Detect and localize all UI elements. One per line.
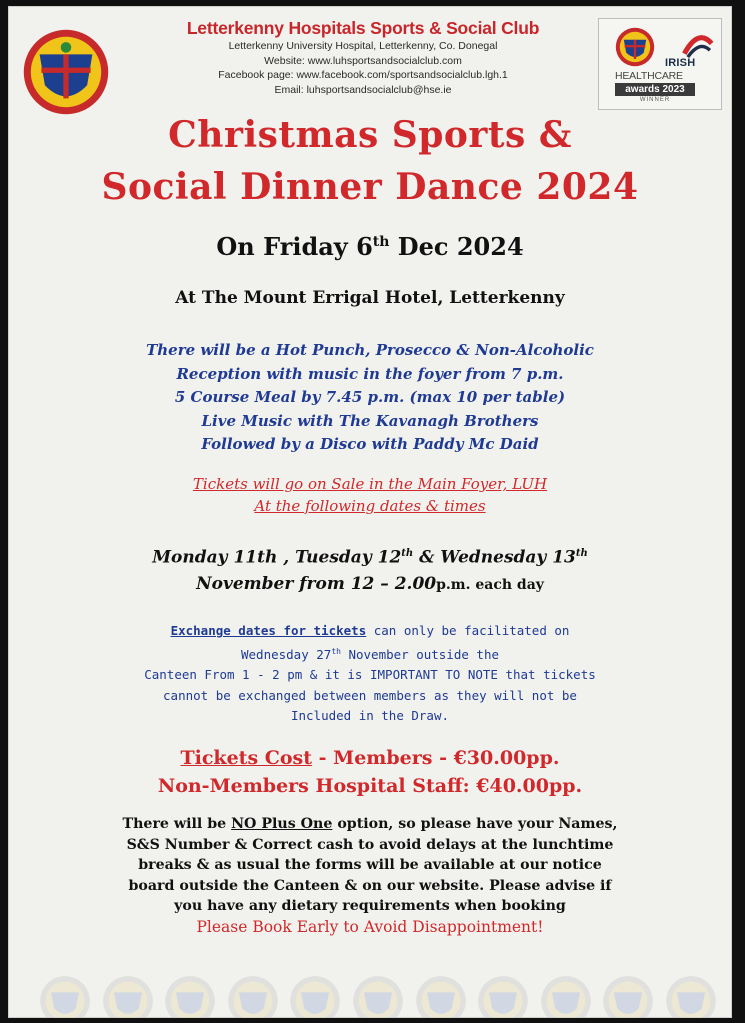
club-website[interactable]: Website: www.luhsportsandsocialclub.com [264, 54, 462, 67]
ticket-cost [8, 744, 732, 800]
poster [8, 6, 732, 1018]
club-email[interactable]: Email: luhsportsandsocialclub@hse.ie [274, 83, 452, 96]
club-address: Letterkenny University Hospital, Letterkenny, Co. Donegal [228, 40, 498, 52]
exchange-line-2: Wednesday 27th November outside the [241, 646, 499, 662]
event-date: On Friday 6th Dec 2024 [216, 232, 524, 261]
club-name: Letterkenny Hospitals Sports & Social Club [186, 18, 540, 38]
watermark-crest-icon [539, 974, 593, 1018]
book-early-notice: Please Book Early to Avoid Disappointment! [196, 917, 544, 936]
program-line: 5 Course Meal by 7.45 p.m. (max 10 per table) [174, 388, 566, 406]
watermark-crest-icon [288, 974, 342, 1018]
info-line-1: There will be NO Plus One option, so please have your Names, [122, 816, 618, 832]
program-line: Live Music with The Kavanagh Brothers [201, 411, 539, 430]
award-year-text: awards 2023 [615, 83, 695, 96]
exchange-line-4: cannot be exchanged between members as they will not be [163, 687, 577, 703]
program-line: Followed by a Disco with Paddy Mc Daid [201, 435, 539, 453]
sale-line-2: At the following dates & times [254, 497, 486, 515]
ticket-sale-dates [8, 541, 732, 598]
exchange-line-1: Exchange dates for tickets can only be facilitated on [170, 623, 570, 638]
watermark-crest-icon [476, 974, 530, 1018]
club-crest-logo [22, 28, 110, 116]
sale-dates-line-2: November from 12 – 2.00p.m. each day [196, 573, 544, 594]
event-program [8, 339, 732, 457]
watermark-crest-icon [101, 974, 155, 1018]
watermark-crest-icon [414, 974, 468, 1018]
sale-dates-line-1: Monday 11th , Tuesday 12th & Wednesday 13th [152, 547, 588, 568]
booking-info [34, 814, 706, 937]
event-title-line-2: Social Dinner Dance 2024 [101, 166, 639, 208]
event-title-line-1: Christmas Sports & [168, 114, 572, 156]
exchange-line-5: Included in the Draw. [290, 708, 450, 724]
watermark-crest-icon [226, 974, 280, 1018]
info-line-5: you have any dietary requirements when booking [174, 898, 566, 914]
info-line-4: board outside the Canteen & on our website. Please advise if [128, 877, 612, 894]
cost-non-members: Non-Members Hospital Staff: €40.00pp. [157, 775, 583, 797]
ticket-exchange-notice [48, 621, 692, 727]
watermark-crest-icon [601, 974, 655, 1018]
club-facebook[interactable]: Facebook page: www.facebook.com/sportsandsocialclub.lgh.1 [218, 69, 508, 81]
event-venue: At The Mount Errigal Hotel, Letterkenny [175, 288, 565, 308]
program-line: There will be a Hot Punch, Prosecco & Non-Alcoholic [146, 341, 594, 359]
watermark-crest-row [38, 974, 718, 1018]
watermark-crest-icon [664, 974, 718, 1018]
cost-members: Tickets Cost - Members - €30.00pp. [180, 747, 560, 769]
sale-line-1: Tickets will go on Sale in the Main Foyer, LUH [192, 475, 548, 493]
watermark-crest-icon [163, 974, 217, 1018]
irish-healthcare-award-badge [598, 18, 722, 110]
club-header [123, 18, 603, 97]
info-line-3: breaks & as usual the forms will be available at our notice [138, 857, 602, 873]
award-crest-icon [615, 27, 655, 67]
ticket-sale-notice [8, 473, 732, 517]
award-healthcare-text: HEALTHCARE [615, 70, 683, 82]
watermark-crest-icon [38, 974, 92, 1018]
award-irish-text: IRISH [665, 57, 696, 69]
watermark-crest-icon [351, 974, 405, 1018]
program-line: Reception with music in the foyer from 7 p.m. [176, 364, 564, 383]
exchange-line-3: Canteen From 1 - 2 pm & it is IMPORTANT TO NOTE that tickets [144, 667, 596, 683]
info-line-2: S&S Number & Correct cash to avoid delays at the lunchtime [126, 836, 614, 853]
award-winner-text: WINNER [639, 97, 671, 103]
